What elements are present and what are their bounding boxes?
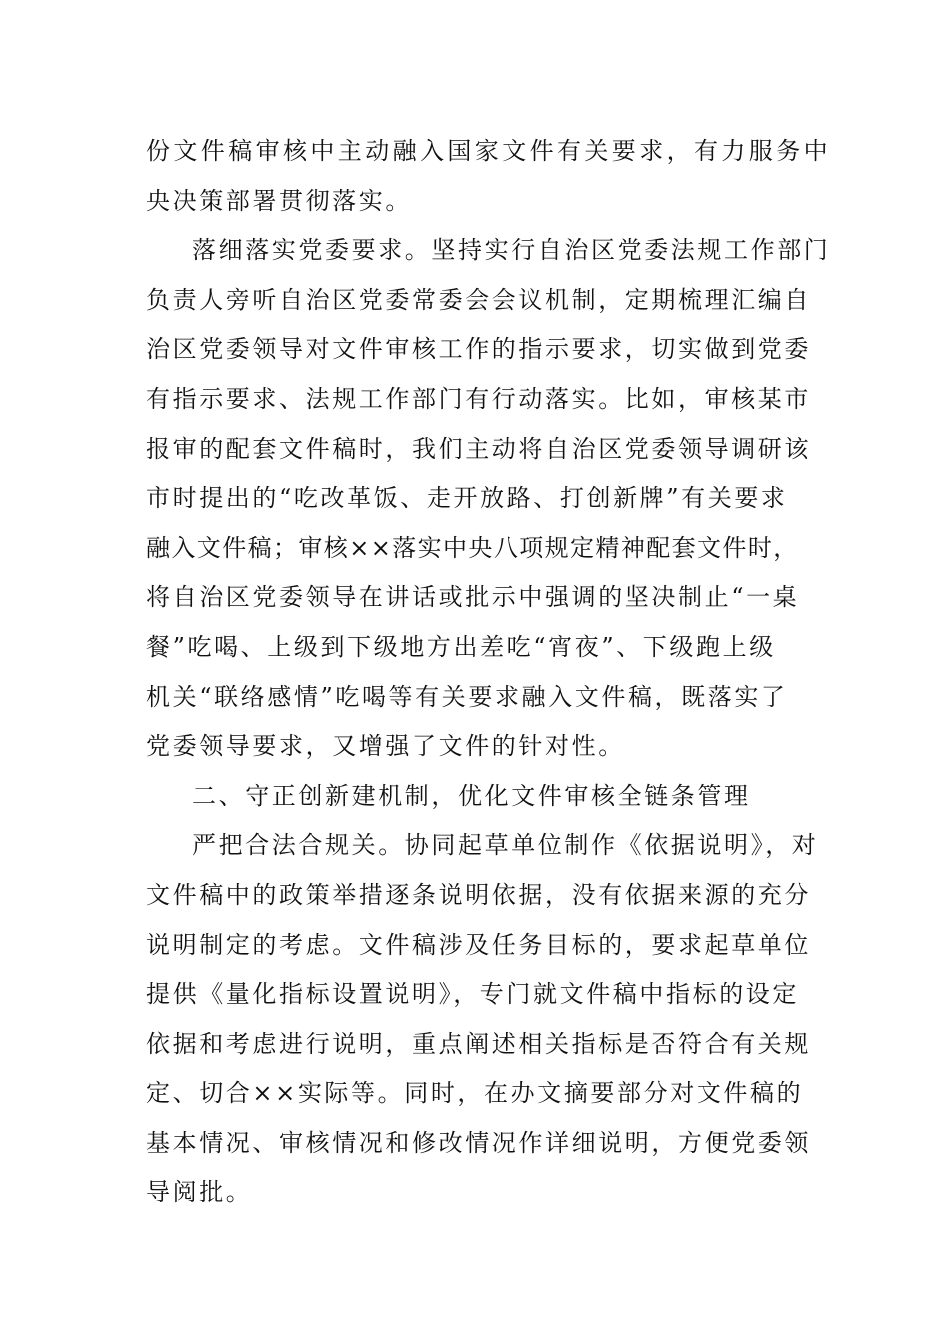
paragraph-first-line: 落细落实党委要求。坚持实行自治区党委法规工作部门 (192, 236, 831, 265)
text-line: 党委领导要求，又增强了文件的针对性。 (146, 732, 625, 761)
paragraph-first-line: 严把合法合规关。协同起草单位制作《依据说明》，对 (192, 831, 819, 860)
section-heading: 二、守正创新建机制，优化文件审核全链条管理 (192, 781, 751, 810)
text-line: 餐”吃喝、上级到下级地方出差吃“宵夜”、下级跑上级 (146, 632, 776, 661)
text-line: 份文件稿审核中主动融入国家文件有关要求，有力服务中 (146, 137, 831, 165)
text-line: 融入文件稿；审核××落实中央八项规定精神配套文件时， (146, 533, 799, 562)
text-line: 依据和考虑进行说明，重点阐述相关指标是否符合有关规 (146, 1029, 811, 1058)
text-line: 说明制定的考虑。文件稿涉及任务目标的，要求起草单位 (146, 930, 811, 959)
text-line: 报审的配套文件稿时，我们主动将自治区党委领导调研该 (146, 434, 811, 463)
text-line: 将自治区党委领导在讲话或批示中强调的坚决制止“一桌 (146, 583, 800, 612)
document-body (146, 127, 831, 1218)
text-line: 治区党委领导对文件审核工作的指示要求，切实做到党委 (146, 335, 811, 364)
text-line: 定、切合××实际等。同时，在办文摘要部分对文件稿的 (146, 1079, 804, 1108)
text-line: 提供《量化指标设置说明》，专门就文件稿中指标的设定 (146, 980, 799, 1009)
text-line: 央决策部署贯彻落实。 (146, 186, 412, 215)
text-line: 导阅批。 (146, 1178, 253, 1207)
text-line: 有指示要求、法规工作部门有行动落实。比如，审核某市 (146, 384, 811, 413)
text-line: 文件稿中的政策举措逐条说明依据，没有依据来源的充分 (146, 880, 811, 909)
text-line: 市时提出的“吃改革饭、走开放路、打创新牌”有关要求 (146, 484, 788, 513)
text-line: 基本情况、审核情况和修改情况作详细说明，方便党委领 (146, 1128, 811, 1157)
text-line: 机关“联络感情”吃喝等有关要求融入文件稿，既落实了 (146, 682, 788, 711)
text-line: 负责人旁听自治区党委常委会会议机制，定期梳理汇编自 (146, 285, 811, 314)
